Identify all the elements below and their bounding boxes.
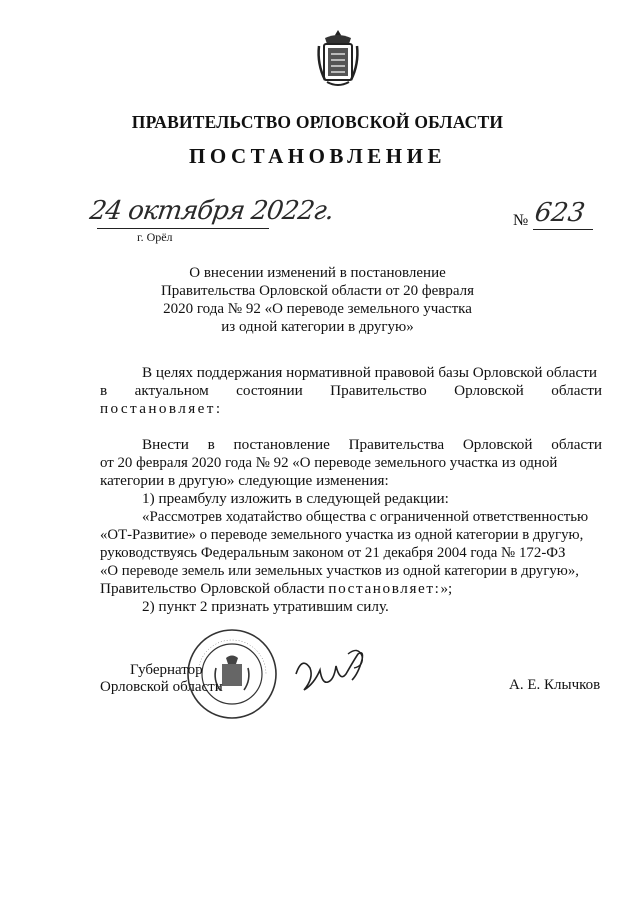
government-title: ПРАВИТЕЛЬСТВО ОРЛОВСКОЙ ОБЛАСТИ [131,112,504,132]
decides-word: постановляет: [100,400,223,417]
paragraph-1-line-3: категории в другую» следующие изменения: [100,472,389,489]
handwritten-signature [288,644,378,704]
signatory-title-line-2: Орловской области [100,679,223,695]
coat-of-arms-emblem [315,28,361,90]
quote-decides-word: постановляет: [328,580,441,597]
signatory-name: А. Е. Клычков [509,677,601,693]
signatory-title-line-1: Губернатор [130,662,203,678]
quote-line-5-end: »; [440,580,453,597]
quote-line-1: «Рассмотрев ходатайство общества с ограниченной ответственностью [142,509,589,525]
preamble-line-2: в актуальном состоянии Правительство Орловской области [100,382,602,399]
subject-line: О внесении изменений в постановление [189,265,446,281]
quote-line-4: «О переводе земель или земельных участков из одной категории в другую», [100,563,579,579]
quote-line-2: «ОТ-Развитие» о переводе земельного участка из одной категории в другую, [100,527,584,543]
number-label: № [513,212,529,229]
document-subject [0,264,635,336]
subject-line: из одной категории в другую» [221,319,414,335]
subject-line: 2020 года № 92 «О переводе земельного участка [163,301,472,317]
paragraph-1-line-1: Внести в постановление Правительства Орловской области [142,436,602,453]
handwritten-date: 24 октября 2022г. [87,196,336,226]
quote-line-3: руководствуясь Федеральным законом от 21 декабря 2004 года № 172-ФЗ [100,545,566,561]
quote-line-5 [100,580,452,598]
handwritten-number: 623 [532,198,587,228]
subject-line: Правительства Орловской области от 20 февраля [160,283,475,299]
document-type-title: ПОСТАНОВЛЕНИЕ [189,144,446,168]
paragraph-1-line-2: от 20 февраля 2020 года № 92 «О переводе земельного участка из одной [100,455,558,471]
preamble-line-1: В целях поддержания нормативной правовой базы Орловской области [142,364,598,381]
quote-line-5-start: Правительство Орловской области [100,580,329,597]
number-underline [533,229,593,230]
date-underline [97,228,269,229]
list-item-1: 1) преамбулу изложить в следующей редакции: [142,490,449,507]
city-label: г. Орёл [137,230,173,244]
list-item-2: 2) пункт 2 признать утратившим силу. [142,598,389,615]
